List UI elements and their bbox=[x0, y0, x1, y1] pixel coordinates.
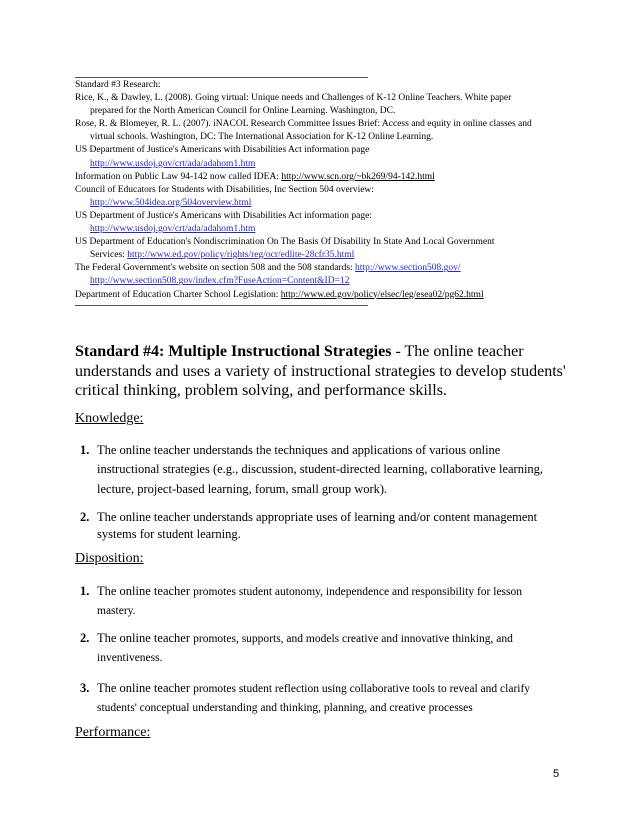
reference-rose-cont: virtual schools. Washington, DC: The International Association for K-12 Online Learning. bbox=[90, 132, 434, 143]
doj-link[interactable]: http://www.usdoj.gov/crt/ada/adahom1.htm bbox=[90, 158, 256, 169]
reference-idea: Information on Public Law 94-142 now called IDEA: bbox=[75, 171, 282, 182]
idea-link[interactable]: http://www.scn.org/~bk269/94-142.html bbox=[281, 171, 435, 182]
reference-rose: Rose, R. & Blomeyer, R. L. (2007). iNACOL Research Committee Issues Brief: Access and equity in online classes and bbox=[75, 119, 532, 130]
standard-title: Standard #4: Multiple Instructional Strategies bbox=[75, 343, 392, 360]
item-number: 1. bbox=[80, 443, 90, 457]
disposition-item-2 bbox=[80, 629, 560, 669]
reference-council: Council of Educators for Students with Disabilities, Inc Section 504 overview: bbox=[75, 184, 374, 195]
standard-statement bbox=[75, 342, 570, 401]
top-divider bbox=[75, 77, 368, 78]
item-number: 2. bbox=[80, 631, 90, 645]
research-references bbox=[75, 79, 575, 302]
item-number: 1. bbox=[80, 584, 90, 598]
item-lead: The online teacher bbox=[97, 681, 194, 695]
item-text: promotes, supports, and models creative and innovative thinking, and inventiveness. bbox=[97, 633, 513, 665]
item-text: The online teacher understands appropriate uses of learning and/or content management systems for student learning. bbox=[97, 510, 538, 541]
knowledge-item-1 bbox=[80, 441, 560, 499]
references-heading: Standard #3 Research: bbox=[75, 80, 161, 90]
section508-content-link[interactable]: http://www.section508.gov/index.cfm?FuseAction=Content&ID=12 bbox=[90, 276, 350, 287]
reference-charter: Department of Education Charter School Legislation: bbox=[75, 289, 281, 300]
standard-description: - The online teacher understands and uses a variety of instructional strategies to develop students' critical thinking, problem solving, and performance skills. bbox=[75, 343, 566, 399]
charter-link[interactable]: http://www.ed.gov/policy/elsec/leg/esea02/pg62.html bbox=[280, 289, 484, 300]
item-text: promotes student autonomy, independence and responsibility for lesson mastery. bbox=[97, 586, 522, 618]
council-link[interactable]: http://www.504idea.org/504overview.html bbox=[90, 197, 252, 208]
disposition-item-3 bbox=[80, 679, 560, 719]
item-number: 3. bbox=[80, 681, 90, 695]
knowledge-heading: Knowledge: bbox=[75, 411, 144, 426]
performance-heading: Performance: bbox=[75, 725, 151, 740]
bottom-divider bbox=[75, 305, 368, 306]
item-number: 2. bbox=[80, 510, 90, 524]
reference-fed: The Federal Government's website on section 508 and the 508 standards: bbox=[75, 263, 356, 274]
reference-rice-cont: prepared for the North American Council for Online Learning. Washington, DC. bbox=[90, 106, 396, 117]
item-lead: The online teacher bbox=[97, 631, 194, 645]
disposition-item-1 bbox=[80, 582, 560, 622]
knowledge-item-2 bbox=[80, 509, 560, 542]
section508-link[interactable]: http://www.section508.gov/ bbox=[355, 263, 461, 274]
reference-rice: Rice, K., & Dawley, L. (2008). Going virtual: Unique needs and Challenges of K-12 Online Teachers. White paper bbox=[75, 93, 512, 104]
item-text: The online teacher understands the techniques and applications of various online instructional strategies (e.g., discussion, student-directed learning, collaborative learning, lecture, project-based learning, forum, small group work). bbox=[97, 443, 544, 496]
disposition-heading: Disposition: bbox=[75, 551, 144, 566]
reference-ed: US Department of Education's Nondiscrimination On The Basis Of Disability In State And Local Government bbox=[75, 237, 495, 248]
reference-doj-2: US Department of Justice's Americans with Disabilities Act information page: bbox=[75, 210, 372, 221]
reference-doj: US Department of Justice's Americans with Disabilities Act information page bbox=[75, 145, 370, 156]
ed-link[interactable]: http://www.ed.gov/policy/rights/reg/ocr/edlite-28cfr35.html bbox=[127, 250, 355, 261]
page-number: 5 bbox=[553, 768, 560, 780]
doj-link-2[interactable]: http://www.usdoj.gov/crt/ada/adahom1.htm bbox=[90, 224, 256, 235]
item-text: promotes student reflection using collaborative tools to reveal and clarify students' conceptual understanding and thinking, planning, and creative processes bbox=[97, 683, 531, 715]
reference-ed-lead: Services: bbox=[90, 250, 128, 261]
item-lead: The online teacher bbox=[97, 584, 194, 598]
